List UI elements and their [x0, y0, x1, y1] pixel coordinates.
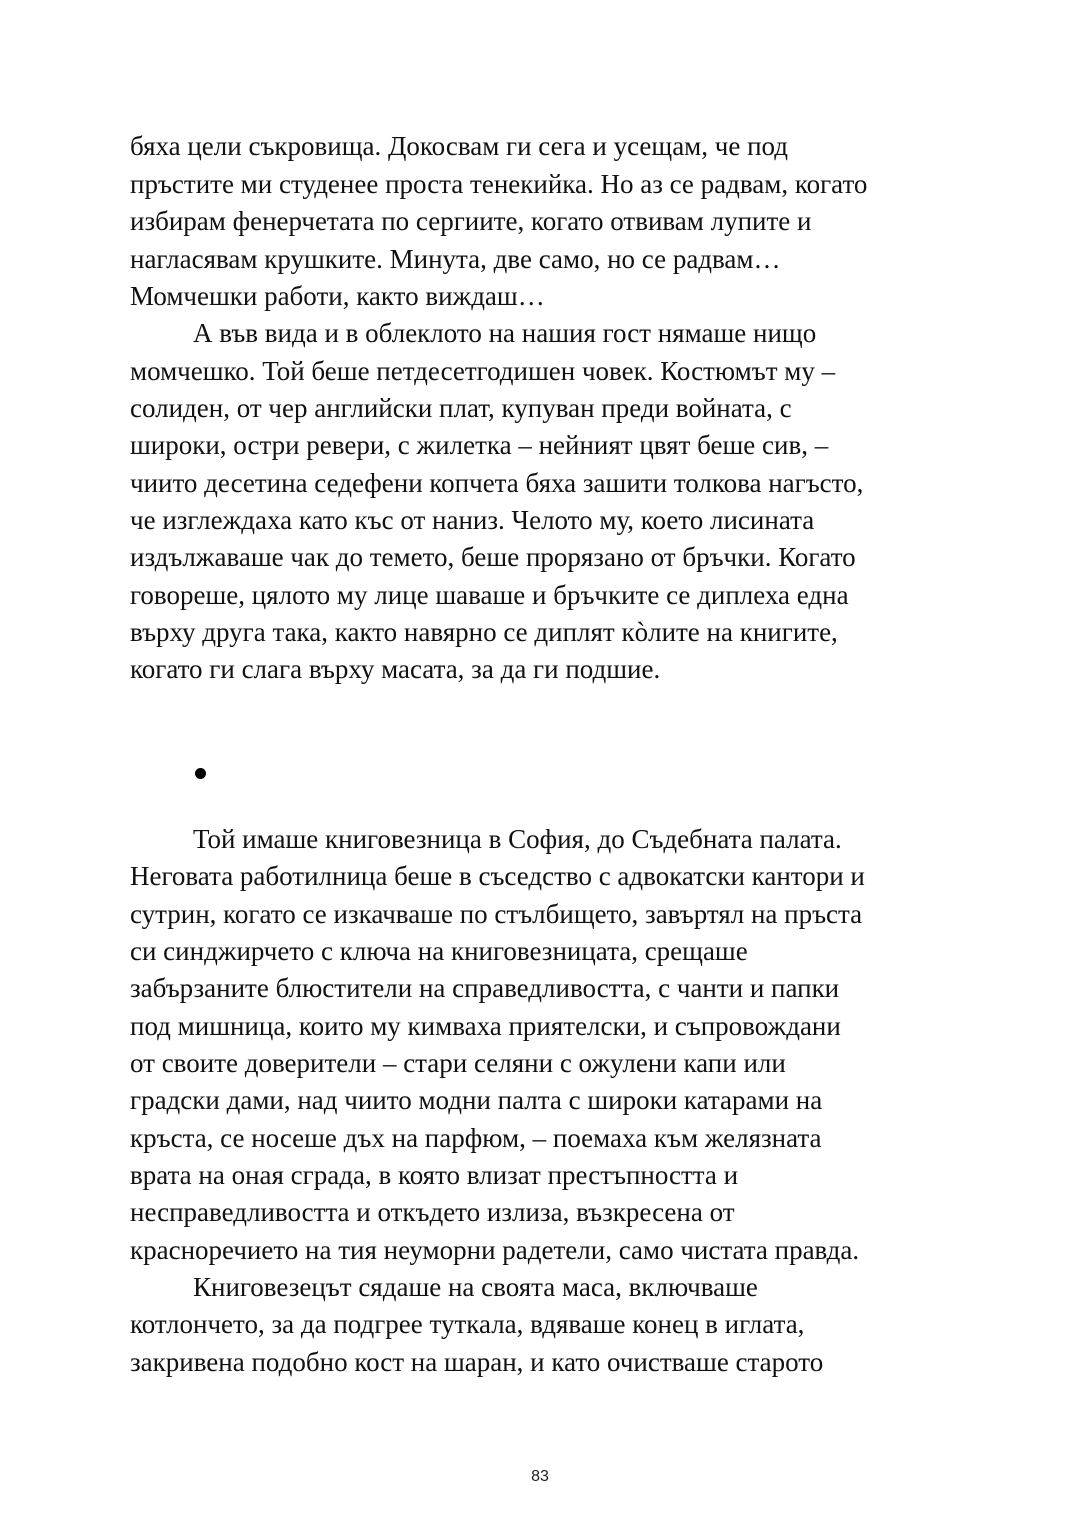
- text-line: върху друга така, както навярно се диплят кòлите на книгите,: [130, 617, 838, 647]
- text-line: котлончето, за да подгрее туткала, вдяваше конец в иглата,: [130, 1309, 805, 1339]
- text-line: под мишница, които му кимваха приятелски, и съпровождани: [130, 1011, 841, 1041]
- text-line: сутрин, когато се изкачваше по стълбището, завъртял на пръста: [130, 899, 863, 929]
- text-line: си синджирчето с ключа на книговезницата, срещаше: [130, 936, 748, 966]
- text-line: избирам фенерчетата по сергиите, когато отвивам лупите и: [130, 206, 812, 236]
- text-line: закривена подобно кост на шаран, и като очистваше старото: [130, 1347, 824, 1377]
- text-line: красноречието на тия неуморни радетели, само чистата правда.: [130, 1235, 860, 1265]
- text-line: градски дами, над чиито модни палта с широки катарами на: [130, 1085, 823, 1115]
- text-line: врата на оная сграда, в която влизат престъпността и: [130, 1160, 739, 1190]
- text-line: нагласявам крушките. Минута, две само, но се радвам…: [130, 244, 781, 274]
- text-line: когато ги слага върху масата, за да ги подшие.: [130, 654, 661, 684]
- text-line: А във вида и в облеклото на нашия гост нямаше нищо: [193, 318, 817, 348]
- text-line: говореше, цялото му лице шаваше и бръчките се диплеха една: [130, 580, 849, 610]
- text-line: широки, остри ревери, с жилетка – нейният цвят беше сив, –: [130, 430, 829, 460]
- text-line: от своите доверители – стари селяни с ожулени капи или: [130, 1048, 786, 1078]
- text-line: Книговезецът сядаше на своята маса, включваше: [193, 1272, 758, 1302]
- text-line: пръстите ми студенее проста тенекийка. Но аз се радвам, когато: [130, 169, 868, 199]
- text-line: Момчешки работи, както виждаш…: [130, 281, 545, 311]
- text-line: момчешко. Той беше петдесетгодишен човек. Костюмът му –: [130, 356, 836, 386]
- text-line: чиито десетина седефени копчета бяха зашити толкова нагъсто,: [130, 468, 864, 498]
- text-line: кръста, се носеше дъх на парфюм, – поемаха към желязната: [130, 1123, 822, 1153]
- text-line: че изглеждаха като къс от наниз. Челото му, което лисината: [130, 505, 815, 535]
- text-line: бяха цели съкровища. Докосвам ги сега и усещам, че под: [130, 131, 788, 161]
- text-line: Неговата работилница беше в съседство с адвокатски кантори и: [130, 861, 865, 891]
- text-line: издължаваше чак до темето, беше прорязано от бръчки. Когато: [130, 542, 856, 572]
- section-separator-bullet-icon: [195, 768, 206, 779]
- text-line: забързаните блюстители на справедливостта, с чанти и папки: [130, 973, 840, 1003]
- page-number: 83: [531, 1468, 549, 1485]
- text-line: Той имаше книговезница в София, до Съдебната палата.: [193, 824, 842, 854]
- text-line: несправедливостта и откъдето излиза, възкресена от: [130, 1197, 735, 1227]
- text-line: солиден, от чер английски плат, купуван преди войната, с: [130, 393, 792, 423]
